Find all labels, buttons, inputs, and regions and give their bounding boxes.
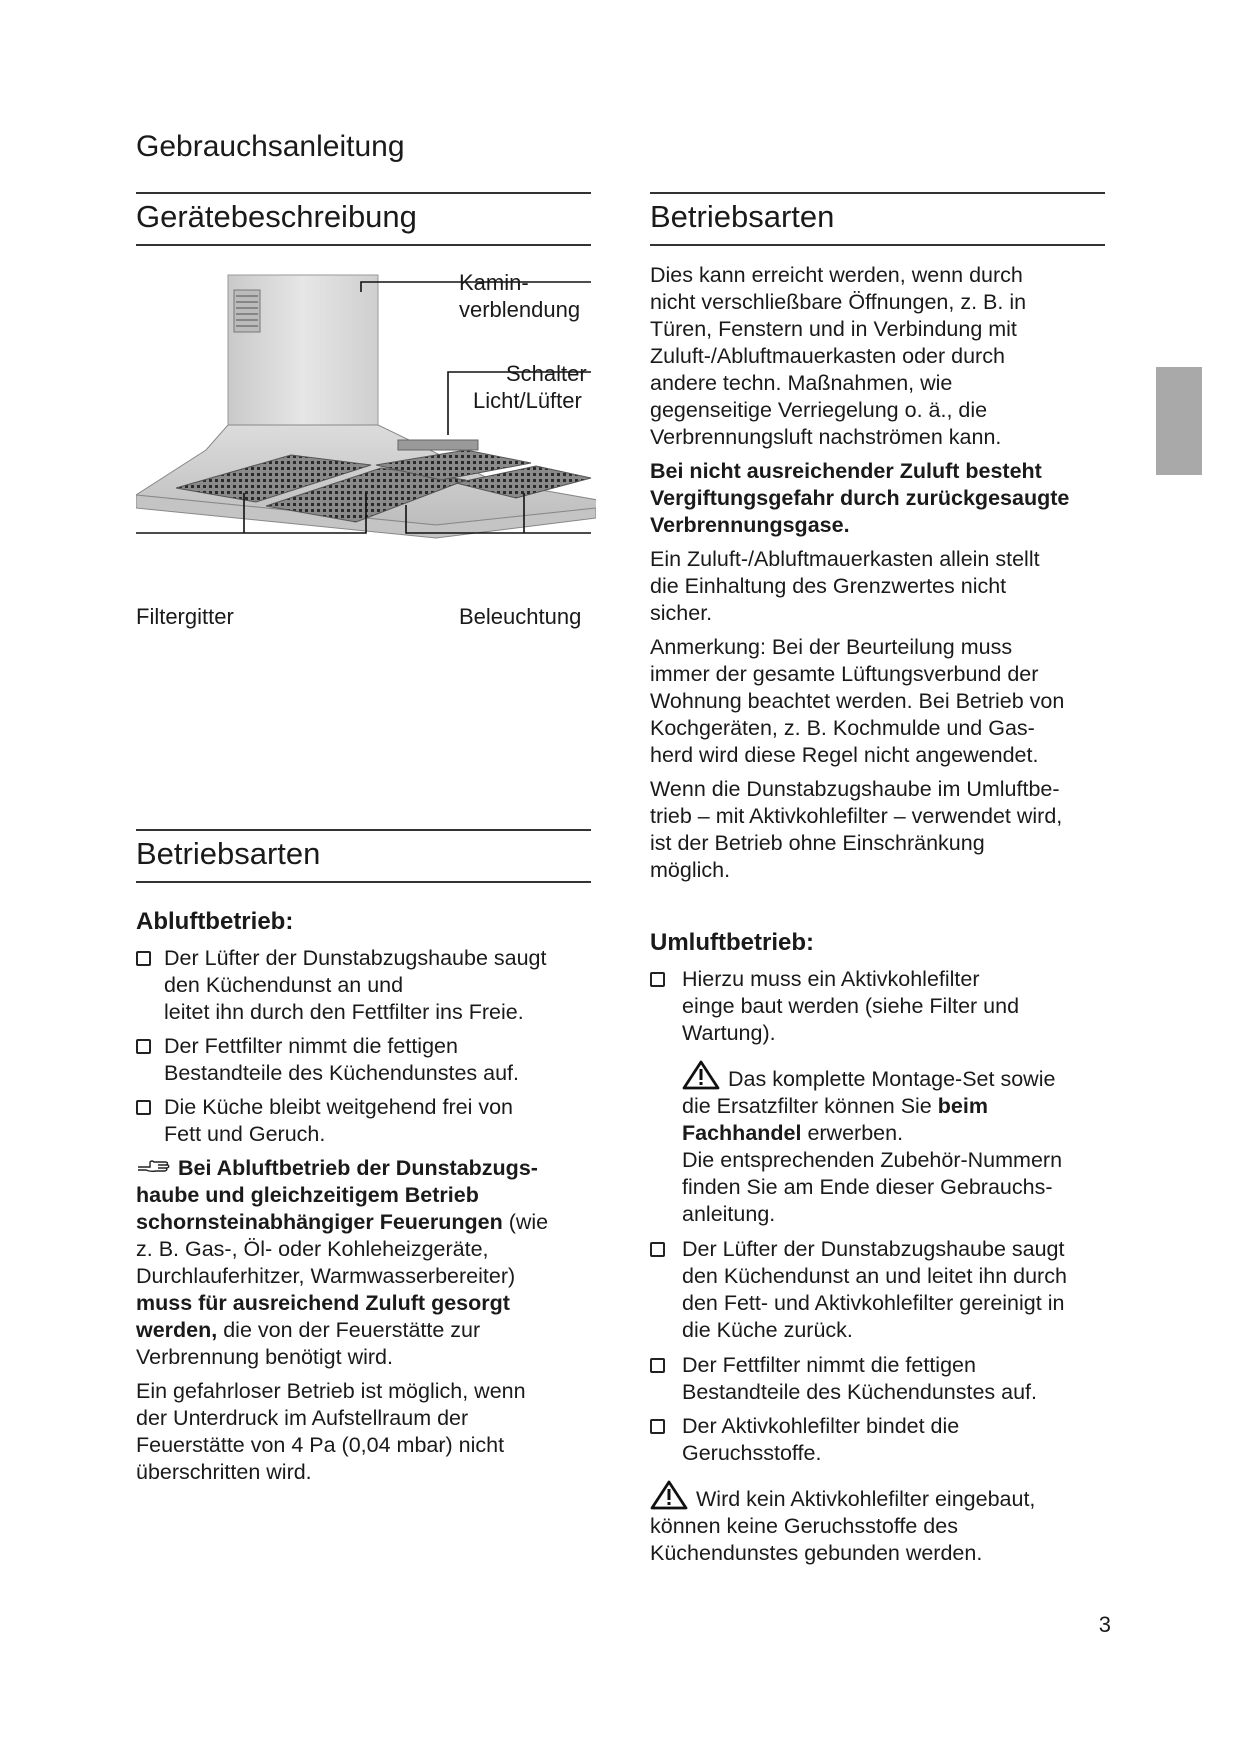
list-item: Die Küche bleibt weitgehend frei von Fett und Geruch. (136, 1094, 513, 1148)
checkbox-bullet-icon (136, 1039, 151, 1054)
pointing-hand-icon (136, 1157, 172, 1175)
label-kamin: Kamin- (459, 270, 529, 295)
divider (136, 829, 591, 831)
label-filtergitter: Filtergitter (136, 604, 234, 629)
label-schalter: Schalter (506, 361, 587, 386)
paragraph-umluft-info: Wenn die Dunstabzugshaube im Umluftbe- trieb – mit Aktivkohlefilter – verwendet wird, ist der Betrieb ohne Einschränkung möglich. (650, 777, 1063, 882)
section-title-betriebsarten-right: Betriebsarten (650, 199, 835, 234)
list-item: Der Lüfter der Dunstabzugshaube saugt den Küchendunst an und leitet ihn durch den Fett- und Aktivkohlefilter gereinigt in die Küche zurück. (650, 1236, 1067, 1344)
warning-paragraph: Bei Abluftbetrieb der Dunstabzugs- haube und gleichzeitigem Betrieb schornsteinabhängiger Feuerungen (wie z. B. Gas-, Öl- oder Kohleheizgeräte, Durchlauferhitzer, Warmwasserbereiter) muss für ausreichend Zuluft gesorgt werden, die von der Feuerstätte zur Verbrennung benötigt wird. (136, 1156, 549, 1369)
umluft-heading: Umluftbetrieb: (650, 929, 814, 956)
label-verblendung: verblendung (459, 297, 581, 322)
side-tab-marker (1156, 367, 1202, 475)
paragraph-mauerkasten: Ein Zuluft-/Abluftmauerkasten allein stellt die Einhaltung des Grenzwertes nicht sicher. (650, 547, 1040, 625)
checkbox-bullet-icon (650, 1358, 665, 1373)
divider (650, 244, 1105, 246)
label-licht-luefter: Licht/Lüfter (473, 388, 582, 413)
paragraph-betrieb-gefahrlos: Ein gefahrloser Betrieb ist möglich, wenn der Unterdruck im Aufstellraum der Feuerstätte von 4 Pa (0,04 mbar) nicht überschritten wird. (136, 1379, 526, 1484)
section-title-geraetebeschreibung: Gerätebeschreibung (136, 199, 417, 234)
warning-icon (650, 1480, 688, 1510)
note-montage-set: Das komplette Montage-Set sowie die Ersatzfilter können Sie beim Fachhandel erwerben. Die entsprechenden Zubehör-Nummern finden Sie am Ende dieser Gebrauchs- anleitung. (682, 1060, 1112, 1228)
list-item: Der Fettfilter nimmt die fettigen Bestandteile des Küchendunstes auf. (136, 1033, 519, 1087)
list-item: Der Lüfter der Dunstabzugshaube saugt den Küchendunst an und leitet ihn durch den Fettfilter ins Freie. (136, 945, 546, 1026)
abluft-heading: Abluftbetrieb: (136, 908, 294, 935)
list-item: Hierzu muss ein Aktivkohlefilter einge baut werden (siehe Filter und Wartung). (650, 966, 1019, 1047)
checkbox-bullet-icon (136, 1100, 151, 1115)
list-item: Der Aktivkohlefilter bindet die Geruchsstoffe. (650, 1413, 959, 1467)
page-title: Gebrauchsanleitung (136, 130, 405, 163)
page-number: 3 (1098, 1612, 1111, 1637)
label-beleuchtung: Beleuchtung (459, 604, 582, 629)
paragraph-vergiftungsgefahr: Bei nicht ausreichender Zuluft besteht Vergiftungsgefahr durch zurückgesaugte Verbrennungsgase. (650, 459, 1070, 537)
paragraph-zuluft: Dies kann erreicht werden, wenn durch nicht verschließbare Öffnungen, z. B. in Türen, Fenstern und in Verbindung mit Zuluft-/Abluftmauerkasten oder durch andere techn. Maßnahmen, wie gegenseitige Verriegelung o. ä., die Verbrennungsluft nachströmen kann. (650, 263, 1027, 449)
paragraph-anmerkung: Anmerkung: Bei der Beurteilung muss immer der gesamte Lüftungsverbund der Wohnung beachtet werden. Bei Betrieb von Kochgeräten, z. B. Kochmulde und Gas- herd wird diese Regel nicht angewendet. (650, 635, 1065, 767)
section-title-betriebsarten: Betriebsarten (136, 836, 321, 871)
checkbox-bullet-icon (650, 1242, 665, 1257)
checkbox-bullet-icon (650, 972, 665, 987)
divider (650, 192, 1105, 194)
divider (136, 881, 591, 883)
divider (136, 192, 591, 194)
list-item: Der Fettfilter nimmt die fettigen Bestandteile des Küchendunstes auf. (650, 1352, 1037, 1406)
checkbox-bullet-icon (136, 951, 151, 966)
divider (136, 244, 591, 246)
checkbox-bullet-icon (650, 1419, 665, 1434)
final-warning: Wird kein Aktivkohlefilter eingebaut, können keine Geruchsstoffe des Küchendunstes gebunden werden. (650, 1480, 1120, 1567)
warning-icon (682, 1060, 720, 1090)
